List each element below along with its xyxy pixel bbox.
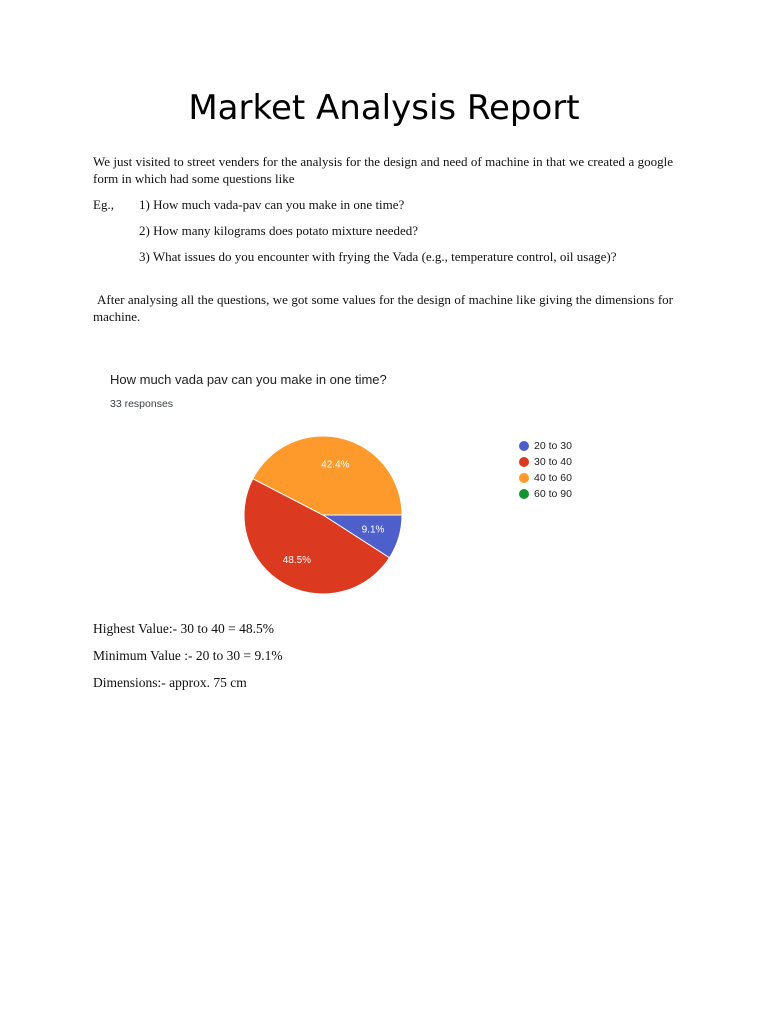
legend-label: 40 to 60 (534, 472, 572, 484)
highest-value-text: Highest Value:- 30 to 40 = 48.5% (93, 621, 274, 636)
legend-swatch (519, 489, 529, 499)
eg-label: Eg., (93, 197, 114, 212)
legend-label: 30 to 40 (534, 456, 572, 468)
pie-svg (96, 362, 656, 606)
legend-swatch (519, 457, 529, 467)
document-title: Market Analysis Report (188, 88, 580, 128)
legend-item (519, 486, 572, 502)
legend-label: 60 to 90 (534, 488, 572, 500)
legend-swatch (519, 441, 529, 451)
dimensions-text: Dimensions:- approx. 75 cm (93, 675, 247, 690)
question-1: 1) How much vada-pav can you make in one time? (139, 197, 405, 212)
legend-label: 20 to 30 (534, 440, 572, 452)
question-2: 2) How many kilograms does potato mixture needed? (139, 223, 419, 238)
legend-item (519, 438, 572, 454)
chart-title: How much vada pav can you make in one time? (110, 372, 387, 387)
minimum-value-text: Minimum Value :- 20 to 30 = 9.1% (93, 648, 283, 663)
legend-item (519, 470, 572, 486)
analysis-paragraph: After analysing all the questions, we got some values for the design of machine like giving the dimensions for machine. (93, 292, 673, 324)
legend-swatch (519, 473, 529, 483)
chart-subtitle: 33 responses (110, 398, 174, 410)
question-1-line (93, 196, 673, 213)
legend-item (519, 454, 572, 470)
question-2-line (93, 222, 673, 239)
intro-paragraph: We just visited to street venders for the analysis for the design and need of machine in that we created a google form in which had some questions like (93, 154, 673, 186)
pie-chart (96, 362, 656, 606)
pie-slice-label: 48.5% (282, 555, 312, 567)
question-3: 3) What issues do you encounter with frying the Vada (e.g., temperature control, oil usage)? (139, 249, 617, 264)
pie-slice-label: 9.1% (361, 524, 385, 536)
chart-legend (519, 438, 572, 502)
pie-slice-label: 42.4% (321, 459, 350, 471)
